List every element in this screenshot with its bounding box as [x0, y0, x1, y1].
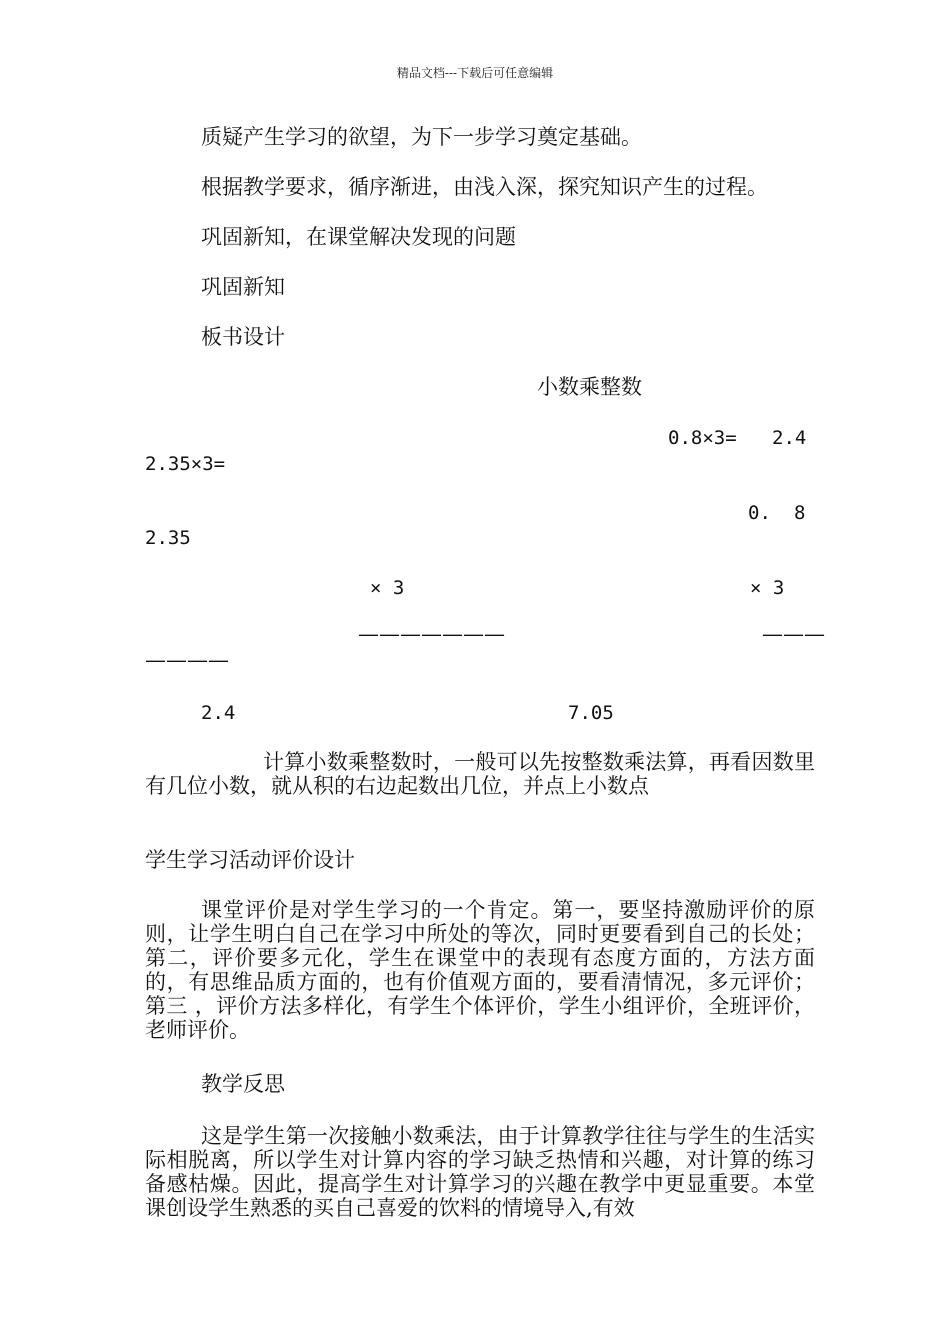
reflection-title: 教学反思: [201, 1072, 285, 1096]
board-design-heading: 板书设计: [201, 325, 285, 349]
underline-rule-2a: ———: [762, 622, 825, 646]
line-1: 质疑产生学习的欲望，为下一步学习奠定基础。: [201, 125, 642, 149]
result-2: 7.05: [568, 702, 614, 724]
page-header: 精品文档---下载后可任意编辑: [396, 66, 554, 80]
board-title: 小数乘整数: [537, 375, 642, 399]
vertical-calc-1-top-digit: 8: [794, 502, 806, 524]
underline-rule-1: ———————: [358, 622, 505, 646]
vertical-calc-2-top: 2.35: [145, 527, 191, 549]
equation-2: 2.35×3=: [145, 453, 226, 475]
eval-paragraph: 课堂评价是对学生学习的一个肯定。第一，要坚持激励评价的原则，让学生明白自己在学习中所处的等次，同时更要看到自己的长处；第二，评价要多元化，学生在课堂中的表现有态度方面的，方法方面的，有思维品质方面的，也有价值观方面的，要看清情况，多元评价；第三 ，评价方法多样化，有学生个体评价，学生小组评价，全班评价，老师评价。: [145, 898, 815, 1042]
equation-1-result: 2.4: [772, 427, 807, 449]
reflection-paragraph: 这是学生第一次接触小数乘法，由于计算教学往往与学生的生活实际相脱离，所以学生对计算内容的学习缺乏热情和兴趣，对计算的练习备感枯燥。因此，提高学生对计算学习的兴趣在教学中更显重要。本堂课创设学生熟悉的买自己喜爱的饮料的情境导入,有效: [145, 1124, 815, 1220]
line-2: 根据教学要求，循序渐进，由浅入深，探究知识产生的过程。: [201, 175, 768, 199]
multiplier-1: × 3: [370, 577, 405, 599]
result-1: 2.4: [201, 702, 236, 724]
section-eval-title: 学生学习活动评价设计: [145, 848, 355, 872]
rule-statement: 计算小数乘整数时，一般可以先按整数乘法算，再看因数里有几位小数，就从积的右边起数出几位，并点上小数点: [145, 750, 815, 798]
line-3: 巩固新知，在课堂解决发现的问题: [201, 225, 516, 249]
equation-1: 0.8×3=: [668, 427, 737, 449]
vertical-calc-1-top: 0.: [748, 502, 771, 524]
multiplier-2: × 3: [750, 577, 785, 599]
underline-rule-2b: ————: [145, 648, 229, 672]
line-4: 巩固新知: [201, 275, 285, 299]
